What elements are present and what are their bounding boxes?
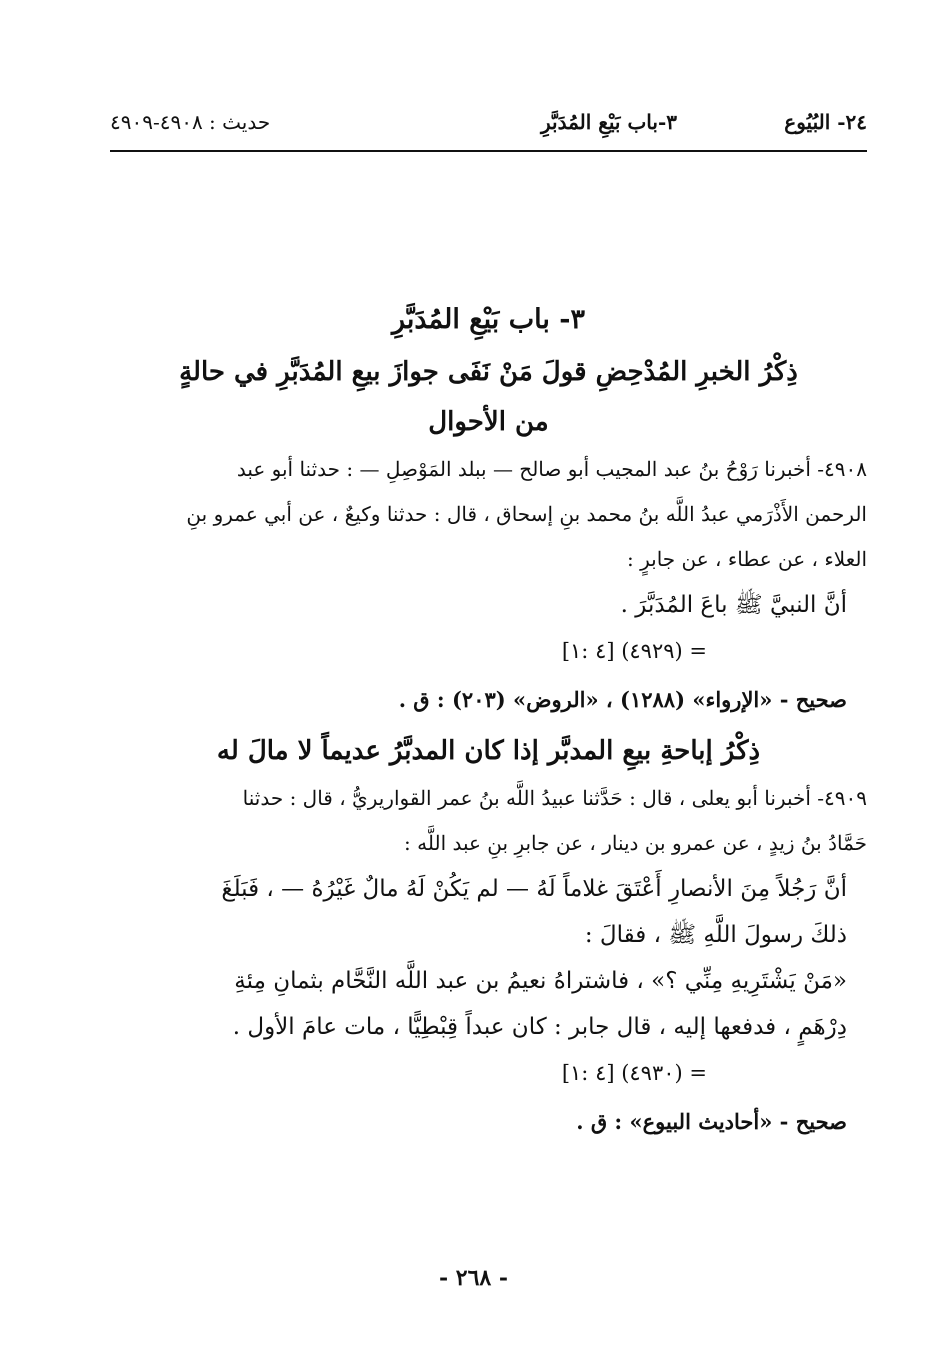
- cross-reference: = (٤٩٢٩) [٤ :١]: [561, 639, 707, 663]
- section-title-line: ذِكْرُ إباحةِ بيعِ المدبَّر إذا كان المدبَّرُ عديماً لا مالَ له: [216, 736, 761, 766]
- grading-note: صحيح - «أحاديث البيوع» : ق .: [576, 1109, 847, 1134]
- hadith-text-line: «مَنْ يَشْتَرِيهِ مِنِّي ؟» ، فاشتراهُ نعيمُ بن عبد اللَّه النَّحَّام بثمانِ مِئةِ: [234, 968, 847, 994]
- main-content: [110, 295, 867, 1148]
- cross-reference: = (٤٩٣٠) [٤ :١]: [561, 1061, 707, 1085]
- isnad-line: ٤٩٠٨- أخبرنا رَوْحُ بنُ عبد المجيب أبو صالح — ببلد المَوْصِلِ — : حدثنا أبو عبد: [236, 457, 867, 481]
- isnad-line: العلاء ، عن عطاء ، عن جابرٍ :: [627, 547, 867, 571]
- isnad-line: ٤٩٠٩- أخبرنا أبو يعلى ، قال : حَدَّثنا عبيدُ اللَّه بنُ عمر القواريريُّ ، قال : حدثنا: [242, 786, 867, 810]
- page-number: - ٢٦٨ -: [438, 1265, 509, 1291]
- header-book-title: ٢٤- البُيُوع: [784, 110, 867, 134]
- header-hadith-range: حديث : ٤٩٠٨-٤٩٠٩: [110, 110, 271, 134]
- hadith-text-line: دِرْهَمٍ ، فدفعها إليه ، قال جابر : كان عبداً قِبْطِيًّا ، مات عامَ الأول .: [232, 1014, 847, 1040]
- header-chapter-title: ٣-باب بَيْعِ المُدَبَّرِ: [540, 110, 677, 134]
- section-title-line: من الأحوال: [428, 407, 549, 437]
- chapter-heading: ٣- باب بَيْعِ المُدَبَّرِ: [391, 304, 586, 335]
- section-title-line: ذِكْرُ الخبرِ المُدْحِضِ قولَ مَنْ نَفَى جوازَ بيعِ المُدَبَّرِ في حالةٍ: [179, 357, 798, 387]
- section-hadith-4908: [110, 347, 867, 726]
- hadith-text-line: أنَّ رَجُلاً مِنَ الأنصارِ أَعْتَقَ غلاماً لَهُ — لم يَكُنْ لَهُ مالٌ غَيْرُهُ — ، فَبَلَغَ: [221, 876, 847, 902]
- isnad-line: حَمَّادُ بنُ زيدٍ ، عن عمرو بن دينار ، عن جابرِ بنِ عبد اللَّه :: [404, 831, 867, 855]
- running-header: [110, 110, 867, 150]
- header-rule: [110, 150, 867, 152]
- section-hadith-4909: [110, 726, 867, 1148]
- grading-note: صحيح - «الإرواء» (١٢٨٨) ، «الروض» (٢٠٣) : ق .: [398, 687, 847, 712]
- hadith-text-line: أنَّ النبيَّ ﷺ باعَ المُدَبَّرَ .: [620, 592, 847, 618]
- hadith-text-line: ذلكَ رسولَ اللَّهِ ﷺ ، فقالَ :: [584, 922, 847, 948]
- isnad-line: الرحمن الأَذْرَمي عبدُ اللَّه بنُ محمد بنِ إسحاق ، قال : حدثنا وكيعٌ ، عن أبي عمرو بنِ: [186, 502, 867, 526]
